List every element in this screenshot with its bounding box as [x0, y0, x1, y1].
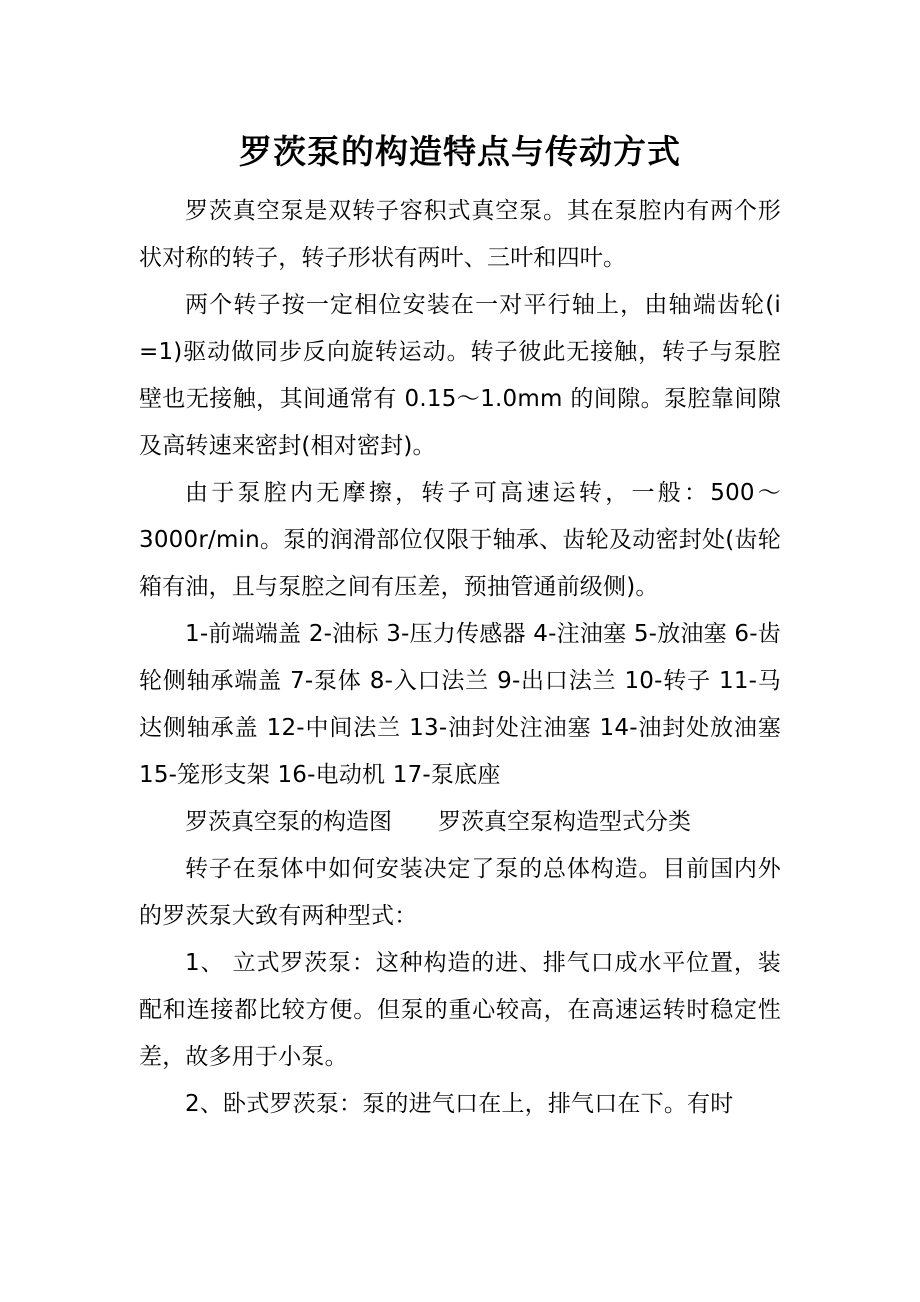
- document-title: 罗茨泵的构造特点与传动方式: [239, 132, 681, 171]
- section-heading: 罗茨真空泵构造型式分类: [438, 809, 691, 835]
- paragraph-parts-list: 1-前端端盖 2-油标 3-压力传感器 4-注油塞 5-放油塞 6-齿轮侧轴承端盖 7-泵体 8-入口法兰 9-出口法兰 10-转子 11-马达侧轴承盖 12-中间法兰 13-油封处注油塞 14-油封处放油塞 15-笼形支架 16-电动机 17-泵底座: [139, 621, 781, 788]
- paragraph-rotor-phase: 两个转子按一定相位安装在一对平行轴上，由轴端齿轮(i =1)驱动做同步反向旋转运动。转子彼此无接触，转子与泵腔壁也无接触，其间通常有 0.15～1.0mm 的间隙。泵腔靠间隙及高转速来密封(相对密封)。: [139, 292, 781, 459]
- paragraph-horizontal-pump: 2、卧式罗茨泵：泵的进气口在上，排气口在下。有时: [185, 1091, 734, 1117]
- paragraph-speed-lubrication: 由于泵腔内无摩擦，转子可高速运转，一般：500～3000r/min。泵的润滑部位仅限于轴承、齿轮及动密封处(齿轮箱有油，且与泵腔之间有压差，预抽管通前级侧)。: [139, 480, 781, 600]
- paragraph-intro: 罗茨真空泵是双转子容积式真空泵。其在泵腔内有两个形状对称的转子，转子形状有两叶、三叶和四叶。: [139, 198, 781, 271]
- figure-caption: 罗茨真空泵的构造图: [185, 809, 392, 835]
- paragraph-vertical-pump: 1、 立式罗茨泵：这种构造的进、排气口成水平位置，装配和连接都比较方便。但泵的重心较高，在高速运转时稳定性差，故多用于小泵。: [139, 950, 781, 1070]
- caption-line: [139, 799, 781, 846]
- paragraph-structure-types: 转子在泵体中如何安装决定了泵的总体构造。目前国内外的罗茨泵大致有两种型式：: [139, 856, 781, 929]
- document-body: [139, 188, 781, 1128]
